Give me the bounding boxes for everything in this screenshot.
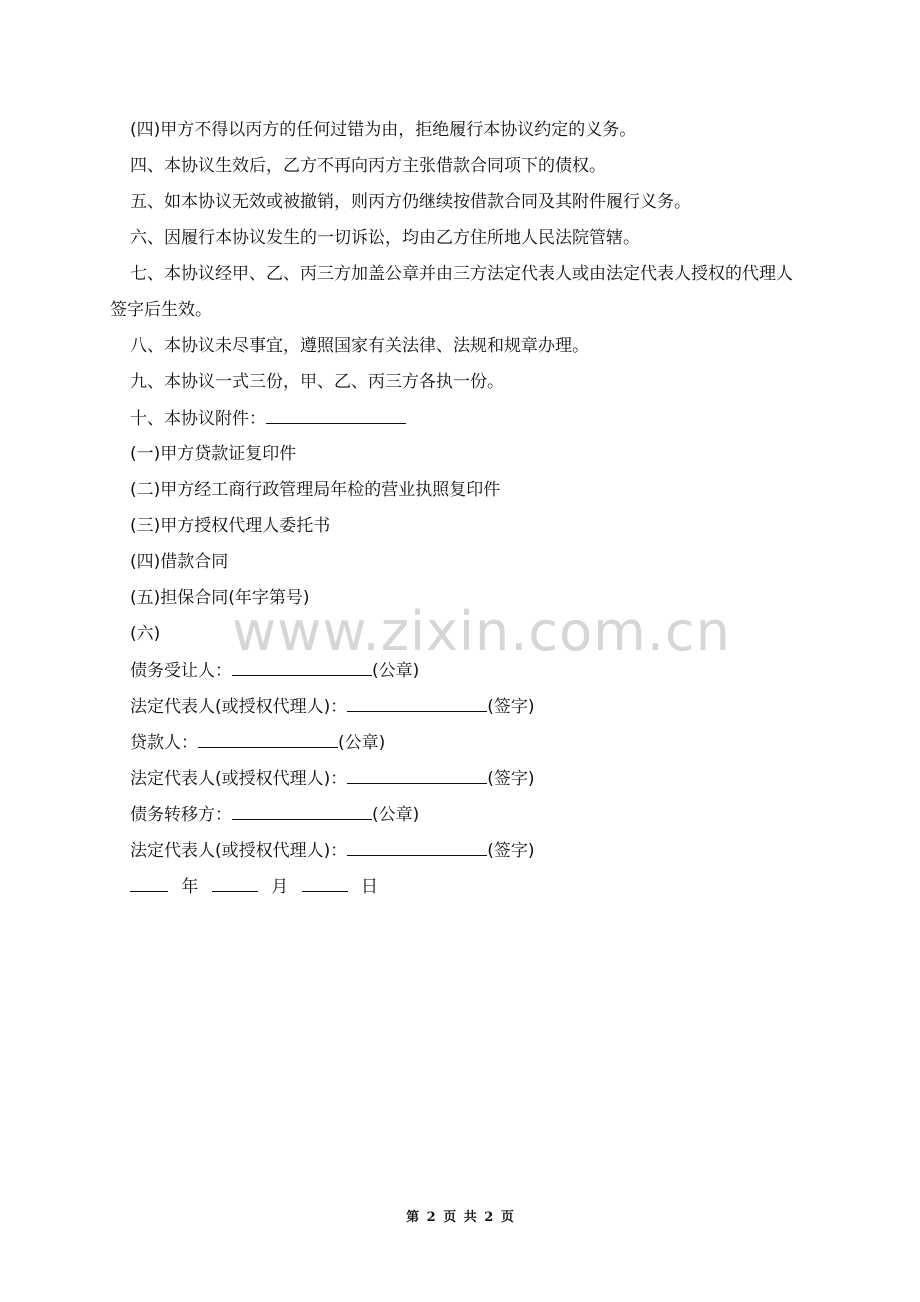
day-label: 日 (361, 877, 379, 897)
signature-lender (130, 731, 385, 754)
day-blank (302, 875, 348, 892)
attachment-blank (266, 407, 406, 424)
legal-rep-sign: (签字) (487, 841, 535, 861)
clause-7: 七、本协议经甲、乙、丙三方加盖公章并由三方法定代表人或由法定代表人授权的代理人签字后生效。 (110, 264, 793, 320)
legal-rep-blank (347, 767, 487, 784)
year-blank (130, 875, 168, 892)
legal-rep-blank (347, 695, 487, 712)
signature-legal-rep-3 (130, 839, 535, 862)
clause-10 (130, 407, 406, 430)
legal-rep-label: 法定代表人(或授权代理人)： (130, 769, 348, 789)
legal-rep-sign: (签字) (487, 769, 535, 789)
legal-rep-blank (347, 839, 487, 856)
attachment-item: (五)担保合同(年字第号) (130, 588, 310, 608)
transferor-seal: (公章) (372, 805, 420, 825)
attachment-item: (三)甲方授权代理人委托书 (130, 516, 331, 536)
clause-8: 八、本协议未尽事宜，遵照国家有关法律、法规和规章办理。 (130, 336, 589, 356)
clause-4: 四、本协议生效后，乙方不再向丙方主张借款合同项下的债权。 (130, 156, 606, 176)
lender-blank (198, 731, 338, 748)
legal-rep-label: 法定代表人(或授权代理人)： (130, 841, 348, 861)
signature-legal-rep-2 (130, 767, 535, 790)
clause-10-label: 十、本协议附件： (130, 409, 266, 429)
year-label: 年 (181, 877, 199, 897)
legal-rep-label: 法定代表人(或授权代理人)： (130, 697, 348, 717)
signing-date (130, 875, 386, 898)
attachment-item: (四)借款合同 (130, 552, 229, 572)
assignee-seal: (公章) (372, 661, 420, 681)
month-blank (212, 875, 258, 892)
legal-rep-sign: (签字) (487, 697, 535, 717)
attachment-item: (六) (130, 624, 161, 644)
transferor-blank (232, 803, 372, 820)
signature-legal-rep-1 (130, 695, 535, 718)
signature-transferor (130, 803, 419, 826)
watermark: www.zixin.com.cn (232, 600, 731, 663)
page-footer: 第 2 页 共 2 页 (406, 1210, 514, 1225)
attachment-item: (二)甲方经工商行政管理局年检的营业执照复印件 (130, 480, 501, 500)
clause-4-4: (四)甲方不得以丙方的任何过错为由，拒绝履行本协议约定的义务。 (130, 120, 637, 140)
clause-5: 五、如本协议无效或被撤销，则丙方仍继续按借款合同及其附件履行义务。 (130, 192, 691, 212)
month-label: 月 (271, 877, 289, 897)
attachment-item: (一)甲方贷款证复印件 (130, 444, 297, 464)
clause-9: 九、本协议一式三份，甲、乙、丙三方各执一份。 (130, 372, 504, 392)
lender-seal: (公章) (338, 733, 386, 753)
clause-6: 六、因履行本协议发生的一切诉讼，均由乙方住所地人民法院管辖。 (130, 228, 640, 248)
lender-label: 贷款人： (130, 733, 198, 753)
transferor-label: 债务转移方： (130, 805, 232, 825)
assignee-label: 债务受让人： (130, 661, 232, 681)
